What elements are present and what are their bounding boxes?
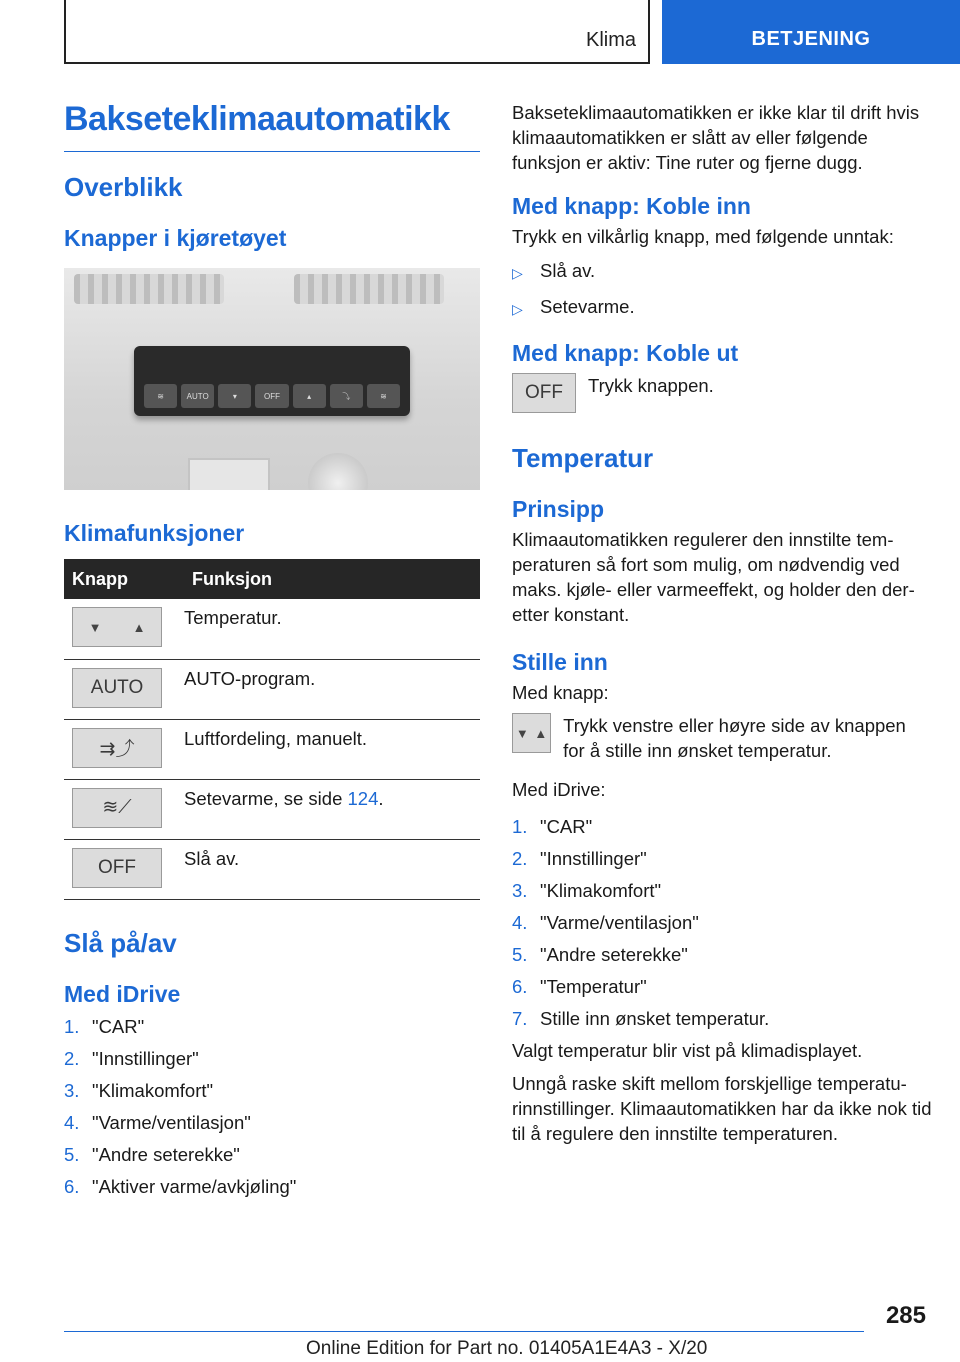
list-item: 7. Stille inn ønsket temperatur.	[512, 1008, 770, 1029]
list-item: 6. "Temperatur"	[512, 976, 647, 997]
storage-slot	[188, 458, 270, 490]
list-item: 3. "Klimakomfort"	[512, 880, 662, 901]
list-item: 5. "Andre seterekke"	[64, 1143, 240, 1165]
list-item: 4. "Varme/ventilasjon"	[64, 1111, 251, 1133]
table-cell-text: AUTO-program.	[184, 659, 480, 719]
footer-divider	[64, 1331, 864, 1332]
on-heading: Med knapp: Koble inn	[512, 193, 751, 219]
principle-heading: Prinsipp	[512, 496, 605, 522]
header-frame	[64, 0, 650, 64]
list-item: 5. "Andre seterekke"	[512, 944, 688, 965]
list-item: 1. "CAR"	[512, 816, 593, 837]
seat-heating-icon: ≋⟋	[72, 788, 162, 828]
table-cell-suffix: .	[378, 787, 384, 809]
auto-icon: AUTO	[72, 668, 162, 708]
table-row	[64, 719, 480, 779]
table-row	[64, 659, 480, 719]
page-title: Bakseteklimaautomatikk	[64, 100, 480, 152]
photo-seat-heat-icon-2: ≋	[367, 384, 400, 408]
off-icon: OFF	[72, 848, 162, 888]
table-cell-text: Temperatur.	[184, 599, 480, 659]
table-cell-text: Luftfordeling, manuelt.	[184, 719, 480, 779]
footer-edition: Online Edition for Part no. 01405A1E4A3 - X/20	[306, 1338, 708, 1359]
triangle-bullet-icon: ▷	[512, 301, 523, 317]
after-text-2: Unngå raske skift mellom forskjellige temperaturinnstillinger. Klimaautomatikken har da ikke nok tid til å regulere den innstilte temperaturen.	[512, 1073, 932, 1144]
table-header-row	[64, 559, 480, 599]
left-column	[64, 100, 480, 1206]
list-item: 2. "Innstillinger"	[64, 1047, 199, 1069]
off-heading: Med knapp: Koble ut	[512, 340, 739, 366]
idrive-steps	[64, 1014, 480, 1199]
usb-socket	[308, 453, 368, 490]
temperature-arrows-icon: ▼ ▲	[512, 713, 551, 753]
set-button-text: Trykk venstre eller høyre side av knappen for å stille inn ønsket temperatur.	[563, 715, 906, 761]
table-row	[64, 779, 480, 839]
page-header	[0, 0, 960, 66]
table-header-button: Knapp	[64, 559, 184, 599]
idrive-heading: Med iDrive	[64, 980, 181, 1007]
off-text: Trykk knappen.	[588, 375, 714, 396]
triangle-bullet-icon: ▷	[512, 265, 523, 281]
temperature-arrows-icon: ▼ ▲	[72, 607, 162, 647]
air-vent-left	[74, 274, 224, 304]
principle-text: Klimaautomatikken regulerer den innstilte temperaturen så fort som mulig, om nødvendig ved maks. kjøle- eller varmeeffekt, og holder den deretter konstant.	[512, 529, 915, 625]
onoff-heading: Slå på/av	[64, 927, 177, 958]
table-row	[64, 839, 480, 899]
table-row	[64, 599, 480, 659]
off-icon: OFF	[512, 373, 576, 413]
header-chapter-tab[interactable]: BETJENING	[662, 0, 960, 64]
control-panel-photo	[64, 268, 480, 490]
intro-paragraph: Bakseteklimaautomatikken er ikke klar til drift hvis klimaautomatikken er slått av eller følgende funksjon er aktiv: Tine ruter og fjerne dugg.	[512, 102, 920, 173]
temperature-heading: Temperatur	[512, 443, 654, 473]
photo-air-icon: ⤵	[330, 384, 363, 408]
rear-climate-panel	[134, 346, 410, 416]
photo-off-label: OFF	[255, 384, 288, 408]
on-text: Trykk en vilkårlig knapp, med følgende unntak:	[512, 226, 894, 247]
page-number: 285	[885, 1302, 926, 1329]
photo-auto-label: AUTO	[181, 384, 214, 408]
functions-table	[64, 559, 480, 900]
air-vent-right	[294, 274, 444, 304]
right-column	[512, 100, 932, 1146]
list-item: 6. "Aktiver varme/avkjøling"	[64, 1175, 297, 1197]
list-item: 4. "Varme/ventilasjon"	[512, 912, 699, 933]
set-heading: Stille inn	[512, 649, 608, 675]
list-item: 1. "CAR"	[64, 1015, 145, 1037]
list-item: ▷ Slå av.	[512, 258, 932, 286]
header-section-title: Klima	[585, 29, 636, 51]
set-button-instruction	[512, 713, 932, 763]
list-item: ▷ Setevarme.	[512, 294, 932, 322]
list-item: 2. "Innstillinger"	[512, 848, 647, 869]
air-distribution-icon: ⇉⤴	[72, 728, 162, 768]
on-exceptions	[512, 258, 932, 322]
after-text-1: Valgt temperatur blir vist på klimadisplayet.	[512, 1040, 863, 1061]
table-cell-text: Setevarme, se side	[184, 787, 348, 809]
table-cell-text: Slå av.	[184, 839, 480, 899]
set-idrive-label: Med iDrive:	[512, 779, 606, 800]
off-instruction	[512, 373, 932, 413]
list-item: 3. "Klimakomfort"	[64, 1079, 214, 1101]
buttons-heading: Knapper i kjøretøyet	[64, 225, 287, 251]
page-link[interactable]: 124	[347, 787, 379, 809]
photo-seat-heat-icon: ≋	[144, 384, 177, 408]
table-header-function: Funksjon	[184, 559, 480, 599]
set-button-label: Med knapp:	[512, 682, 609, 703]
functions-heading: Klimafunksjoner	[64, 520, 245, 546]
photo-down-icon: ▾	[218, 384, 251, 408]
set-steps	[512, 814, 932, 1031]
overview-heading: Overblikk	[64, 172, 183, 202]
photo-up-icon: ▴	[293, 384, 326, 408]
